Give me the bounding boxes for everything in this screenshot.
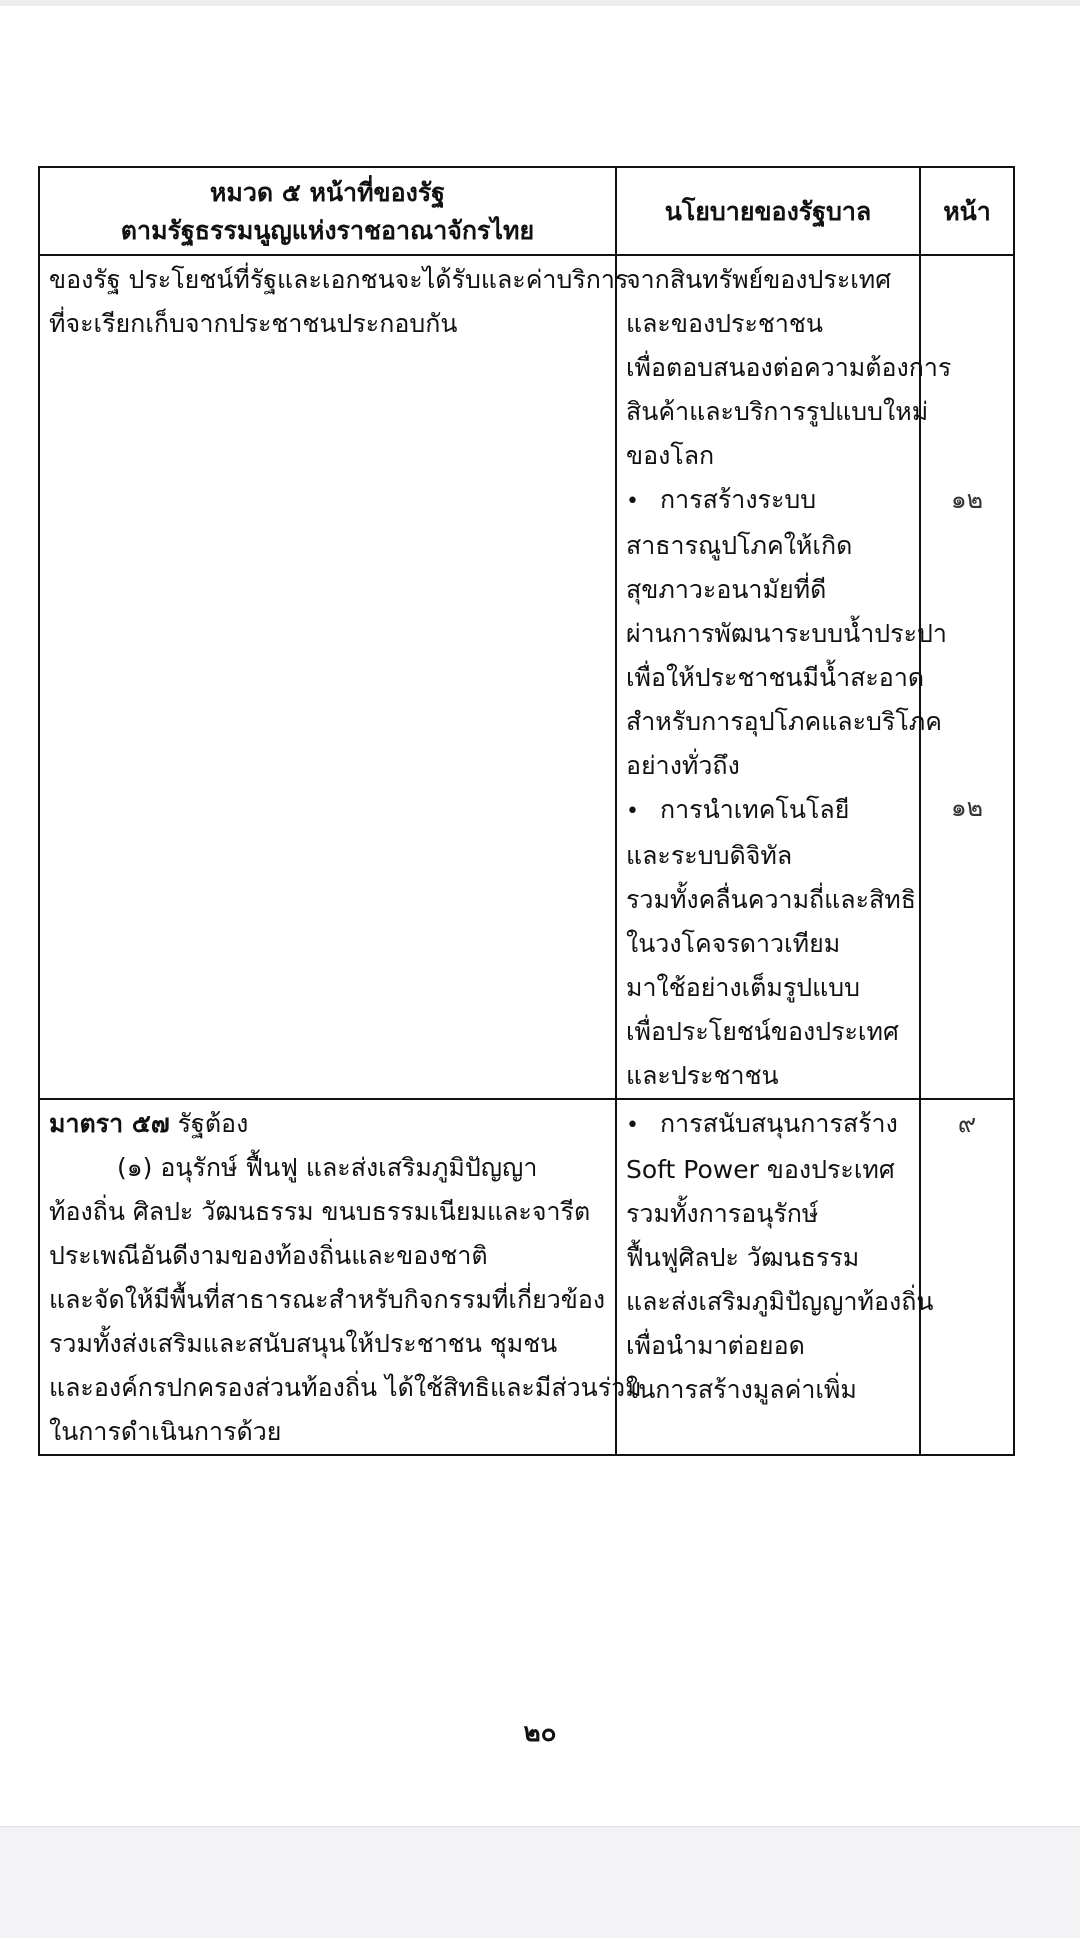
table-row (39, 1099, 1014, 1455)
bullet-icon: • (626, 489, 639, 514)
row2-policy-line: ในการสร้างมูลค่าเพิ่ม (626, 1375, 857, 1404)
bullet-text: การนำเทคโนโลยี (660, 795, 850, 824)
row1-policy-line: สินค้าและบริการรูปแบบใหม่ (626, 397, 929, 426)
row2-left-line: ท้องถิ่น ศิลปะ วัฒนธรรม ขนบธรรมเนียมและจารีต (49, 1197, 591, 1226)
row1-policy-line: เพื่อตอบสนองต่อความต้องการ (626, 353, 952, 382)
row2-left-line: และจัดให้มีพื้นที่สาธารณะสำหรับกิจกรรมที่เกี่ยวข้อง (49, 1285, 606, 1314)
row2-left-line: ในการดำเนินการด้วย (49, 1417, 282, 1446)
page-ref: ๙ (957, 1109, 977, 1138)
row1-policy-line: เพื่อให้ประชาชนมีน้ำสะอาด (626, 663, 925, 692)
row2-policy-line: เพื่อนำมาต่อยอด (626, 1331, 805, 1360)
bullet-text: การสนับสนุนการสร้าง (660, 1109, 898, 1138)
row1-policy-line: ในวงโคจรดาวเทียม (626, 929, 841, 958)
header-col3-label: หน้า (943, 197, 991, 226)
row2-page-refs (920, 1099, 1014, 1455)
row2-policy-line: Soft Power ของประเทศ (626, 1155, 895, 1184)
row1-policy-line: และของประชาชน (626, 309, 823, 338)
row1-policy-line: และระบบดิจิทัล (626, 841, 793, 870)
bullet-text: การสร้างระบบ (660, 485, 817, 514)
header-page (920, 167, 1014, 255)
row1-policy-line: มาใช้อย่างเต็มรูปแบบ (626, 973, 861, 1002)
row1-policy-line: เพื่อประโยชน์ของประเทศ (626, 1017, 899, 1046)
row1-policy-line: รวมทั้งคลื่นความถี่และสิทธิ (626, 885, 917, 914)
row1-left-line: ที่จะเรียกเก็บจากประชาชนประกอบกัน (49, 309, 458, 338)
row2-left-line: ประเพณีอันดีงามของท้องถิ่นและของชาติ (49, 1241, 488, 1270)
row2-constitution-text (39, 1099, 642, 1455)
section-heading (49, 1102, 606, 1146)
row1-policy-line: อย่างทั่วถึง (626, 751, 740, 780)
policy-comparison-table (38, 166, 1015, 1456)
row2-left-line: รวมทั้งส่งเสริมและสนับสนุนให้ประชาชน ชุมชน (49, 1329, 558, 1358)
row2-left-line: และองค์กรปกครองส่วนท้องถิ่น ได้ใช้สิทธิและมีส่วนร่วม (49, 1373, 642, 1402)
header-constitution-duties (39, 167, 616, 255)
header-government-policy (616, 167, 920, 255)
row2-policy-text (616, 1099, 934, 1455)
row2-left-indent-line: (๑) อนุรักษ์ ฟื้นฟู และส่งเสริมภูมิปัญญา (117, 1153, 538, 1182)
row1-policy-line: ของโลก (626, 441, 715, 470)
section-rest: รัฐต้อง (169, 1109, 249, 1138)
document-page (0, 6, 1080, 1826)
viewer-bottom-area (0, 1826, 1080, 1938)
table-header-row (39, 167, 1014, 255)
bullet-item (626, 788, 910, 834)
header-col2-label: นโยบายของรัฐบาล (664, 197, 872, 226)
header-col1-line2: ตามรัฐธรรมนูญแห่งราชอาณาจักรไทย (120, 216, 535, 245)
row1-constitution-text (39, 255, 629, 1099)
row1-policy-line: สุขภาวะอนามัยที่ดี (626, 575, 827, 604)
page-ref: ๑๒ (950, 485, 984, 514)
page-number: ๒๐ (523, 1718, 557, 1748)
bullet-item (626, 1102, 910, 1148)
section-label: มาตรา ๕๗ (49, 1109, 170, 1138)
row2-policy-line: ฟื้นฟูศิลปะ วัฒนธรรม (626, 1243, 860, 1272)
row1-policy-text (616, 255, 952, 1099)
header-col1-line1: หมวด ๕ หน้าที่ของรัฐ (209, 178, 446, 207)
row1-policy-line: สำหรับการอุปโภคและบริโภค (626, 707, 942, 736)
row2-policy-line: รวมทั้งการอนุรักษ์ (626, 1199, 819, 1228)
page-ref: ๑๒ (950, 793, 984, 822)
row1-policy-line: จากสินทรัพย์ของประเทศ (626, 265, 892, 294)
bullet-icon: • (626, 799, 639, 824)
row2-policy-line: และส่งเสริมภูมิปัญญาท้องถิ่น (626, 1287, 934, 1316)
row1-policy-line: และประชาชน (626, 1061, 779, 1090)
row1-policy-line: สาธารณูปโภคให้เกิด (626, 531, 853, 560)
row1-policy-line: ผ่านการพัฒนาระบบน้ำประปา (626, 619, 947, 648)
table-row (39, 255, 1014, 1099)
row1-left-line: ของรัฐ ประโยชน์ที่รัฐและเอกชนจะได้รับและค่าบริการ (49, 265, 629, 294)
bullet-item (626, 478, 910, 524)
bullet-icon: • (626, 1113, 639, 1138)
